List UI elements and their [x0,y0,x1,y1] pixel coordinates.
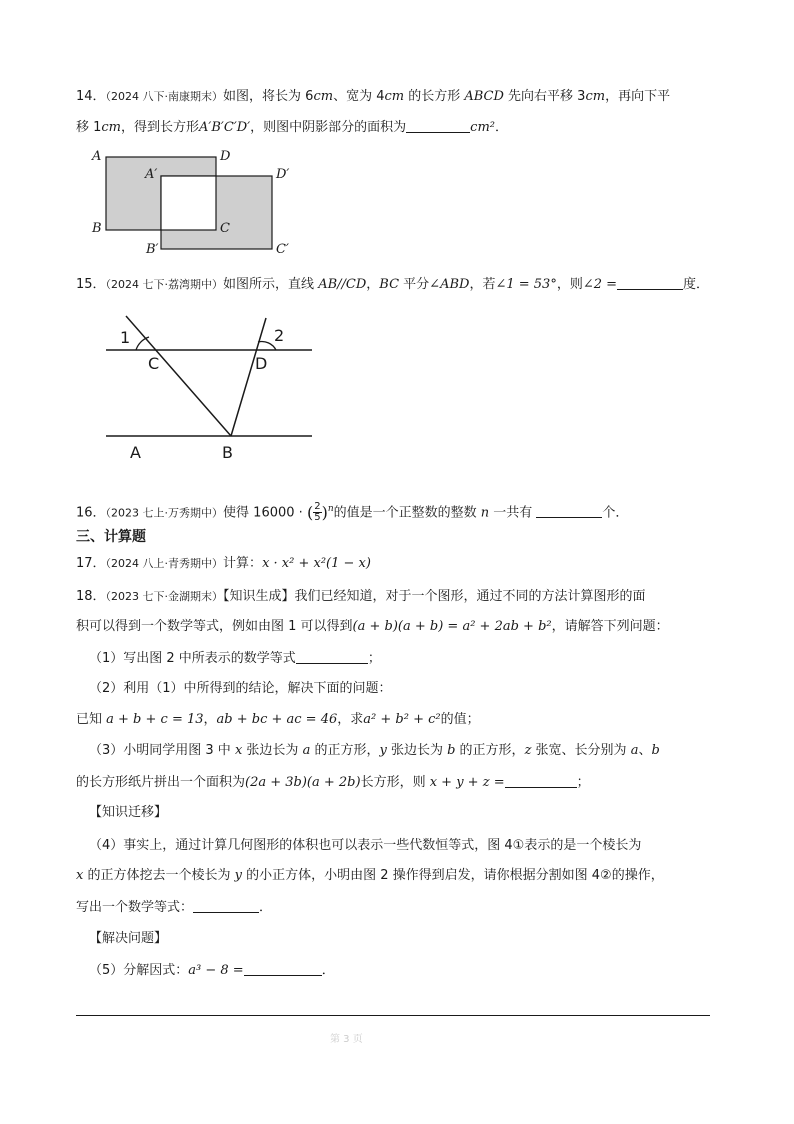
q15-number: 15． [76,277,106,292]
q18-part2-given: 已知 a + b + c = 13，ab + bc + ac = 46，求a² + b² + c²的值； [76,712,480,727]
q18-part5: （5）分解因式：a³ − 8 = ． [89,963,335,978]
label-A: A [92,149,102,164]
label-D-prime: D′ [276,167,290,182]
q17-number: 17． [76,556,106,571]
q18-source: （2023 七下·金湖期末） [105,590,224,603]
q18-solve: 【解决问题】 [89,931,168,946]
footer-page-number: 第 3 页 [330,1034,363,1045]
q18-part3-blank[interactable] [505,773,577,788]
q15-line1: 15．（2024 七下·荔湾期中）如图所示，直线 AB//CD，BC 平分∠ABD，若∠1 = 53°，则∠2 = 度． [76,277,710,292]
q18-line1: 18．（2023 七下·金湖期末）【知识生成】我们已经知道，对于一个图形，通过不同的方法计算图形的面 [76,589,646,604]
q16-fraction: ( [306,502,314,522]
label-D: D [255,354,268,373]
q14-answer-blank[interactable] [406,118,470,133]
q18-part2: （2）利用（1）中所得到的结论，解决下面的问题： [89,681,392,696]
q18-transfer: 【知识迁移】 [89,805,168,820]
label-B: B [222,443,233,462]
q17-line: 17．（2024 八上·青秀期中）计算：x · x² + x²(1 − x) [76,556,371,571]
section-heading: 三、计算题 [76,529,146,545]
label-B-prime: B′ [146,242,159,257]
overlap-white-region [161,176,216,230]
q18-part1-blank[interactable] [296,649,368,664]
q15-answer-blank[interactable] [617,275,683,290]
q15-figure [100,312,320,467]
label-angle-2: 2 [274,326,285,345]
q18-part4-line1: （4）事实上，通过计算几何图形的体积也可以表示一些代数恒等式，图 4①表示的是一个棱长为 [89,838,642,853]
line-bc [126,316,231,436]
line-bd [231,318,266,436]
q18-line2: 积可以得到一个数学等式，例如由图 1 可以得到(a + b)(a + b) = a² + 2ab + b²，请解答下列问题： [76,619,669,634]
q16-line: 16．（2023 七上·万秀期中）使得 16000 · ( $\frac{2}{5}$ )$^n$的值是一个正整数的整数 n 一共有 个． [76,501,629,524]
label-C: C [148,354,160,373]
q16-number: 16． [76,505,106,521]
q16-answer-blank[interactable] [536,503,602,518]
q18-part4-line2: x 的正方体挖去一个棱长为 y 的小正方体，小明由图 2 操作得到启发，请你根据分割如图 4②的操作， [76,868,664,883]
q18-number: 18． [76,589,106,604]
q18-part4-blank[interactable] [193,898,259,913]
label-A: A [130,443,141,462]
q18-part5-blank[interactable] [244,961,322,976]
label-C: C [220,221,230,236]
label-angle-1: 1 [120,328,131,347]
q15-source: （2024 七下·荔湾期中） [105,278,224,291]
q18-part4-line3: 写出一个数学等式： ． [76,900,273,915]
q14-line2: 移 1cm，得到长方形A′B′C′D′，则图中阴影部分的面积为 cm²． [76,120,509,135]
label-A-prime: A′ [145,167,158,182]
q18-part3-line2: 的长方形纸片拼出一个面积为(2a + 3b)(a + 2b)长方形，则 x + y + z = ； [76,775,590,790]
q14-figure [90,145,310,260]
label-B: B [92,221,102,236]
q14-line1: 14．（2024 八下·南康期末）如图，将长为 6cm、宽为 4cm 的长方形 ABCD 先向右平移 3cm，再向下平 [76,89,671,104]
q18-part1: （1）写出图 2 中所表示的数学等式 ； [89,651,381,666]
q16-fraction-stack: $\frac{2}{5}$ [314,501,321,524]
q17-source: （2024 八上·青秀期中） [105,557,224,570]
label-D: D [220,149,231,164]
footer-divider [76,1015,710,1016]
q14-source: （2024 八下·南康期末） [105,90,224,103]
q14-number: 14． [76,89,106,104]
label-C-prime: C′ [276,242,289,257]
q18-part3-line1: （3）小明同学用图 3 中 x 张边长为 a 的正方形，y 张边长为 b 的正方形，z 张宽、长分别为 a、b [89,743,660,758]
q16-source: （2023 七上·万秀期中） [105,506,224,520]
